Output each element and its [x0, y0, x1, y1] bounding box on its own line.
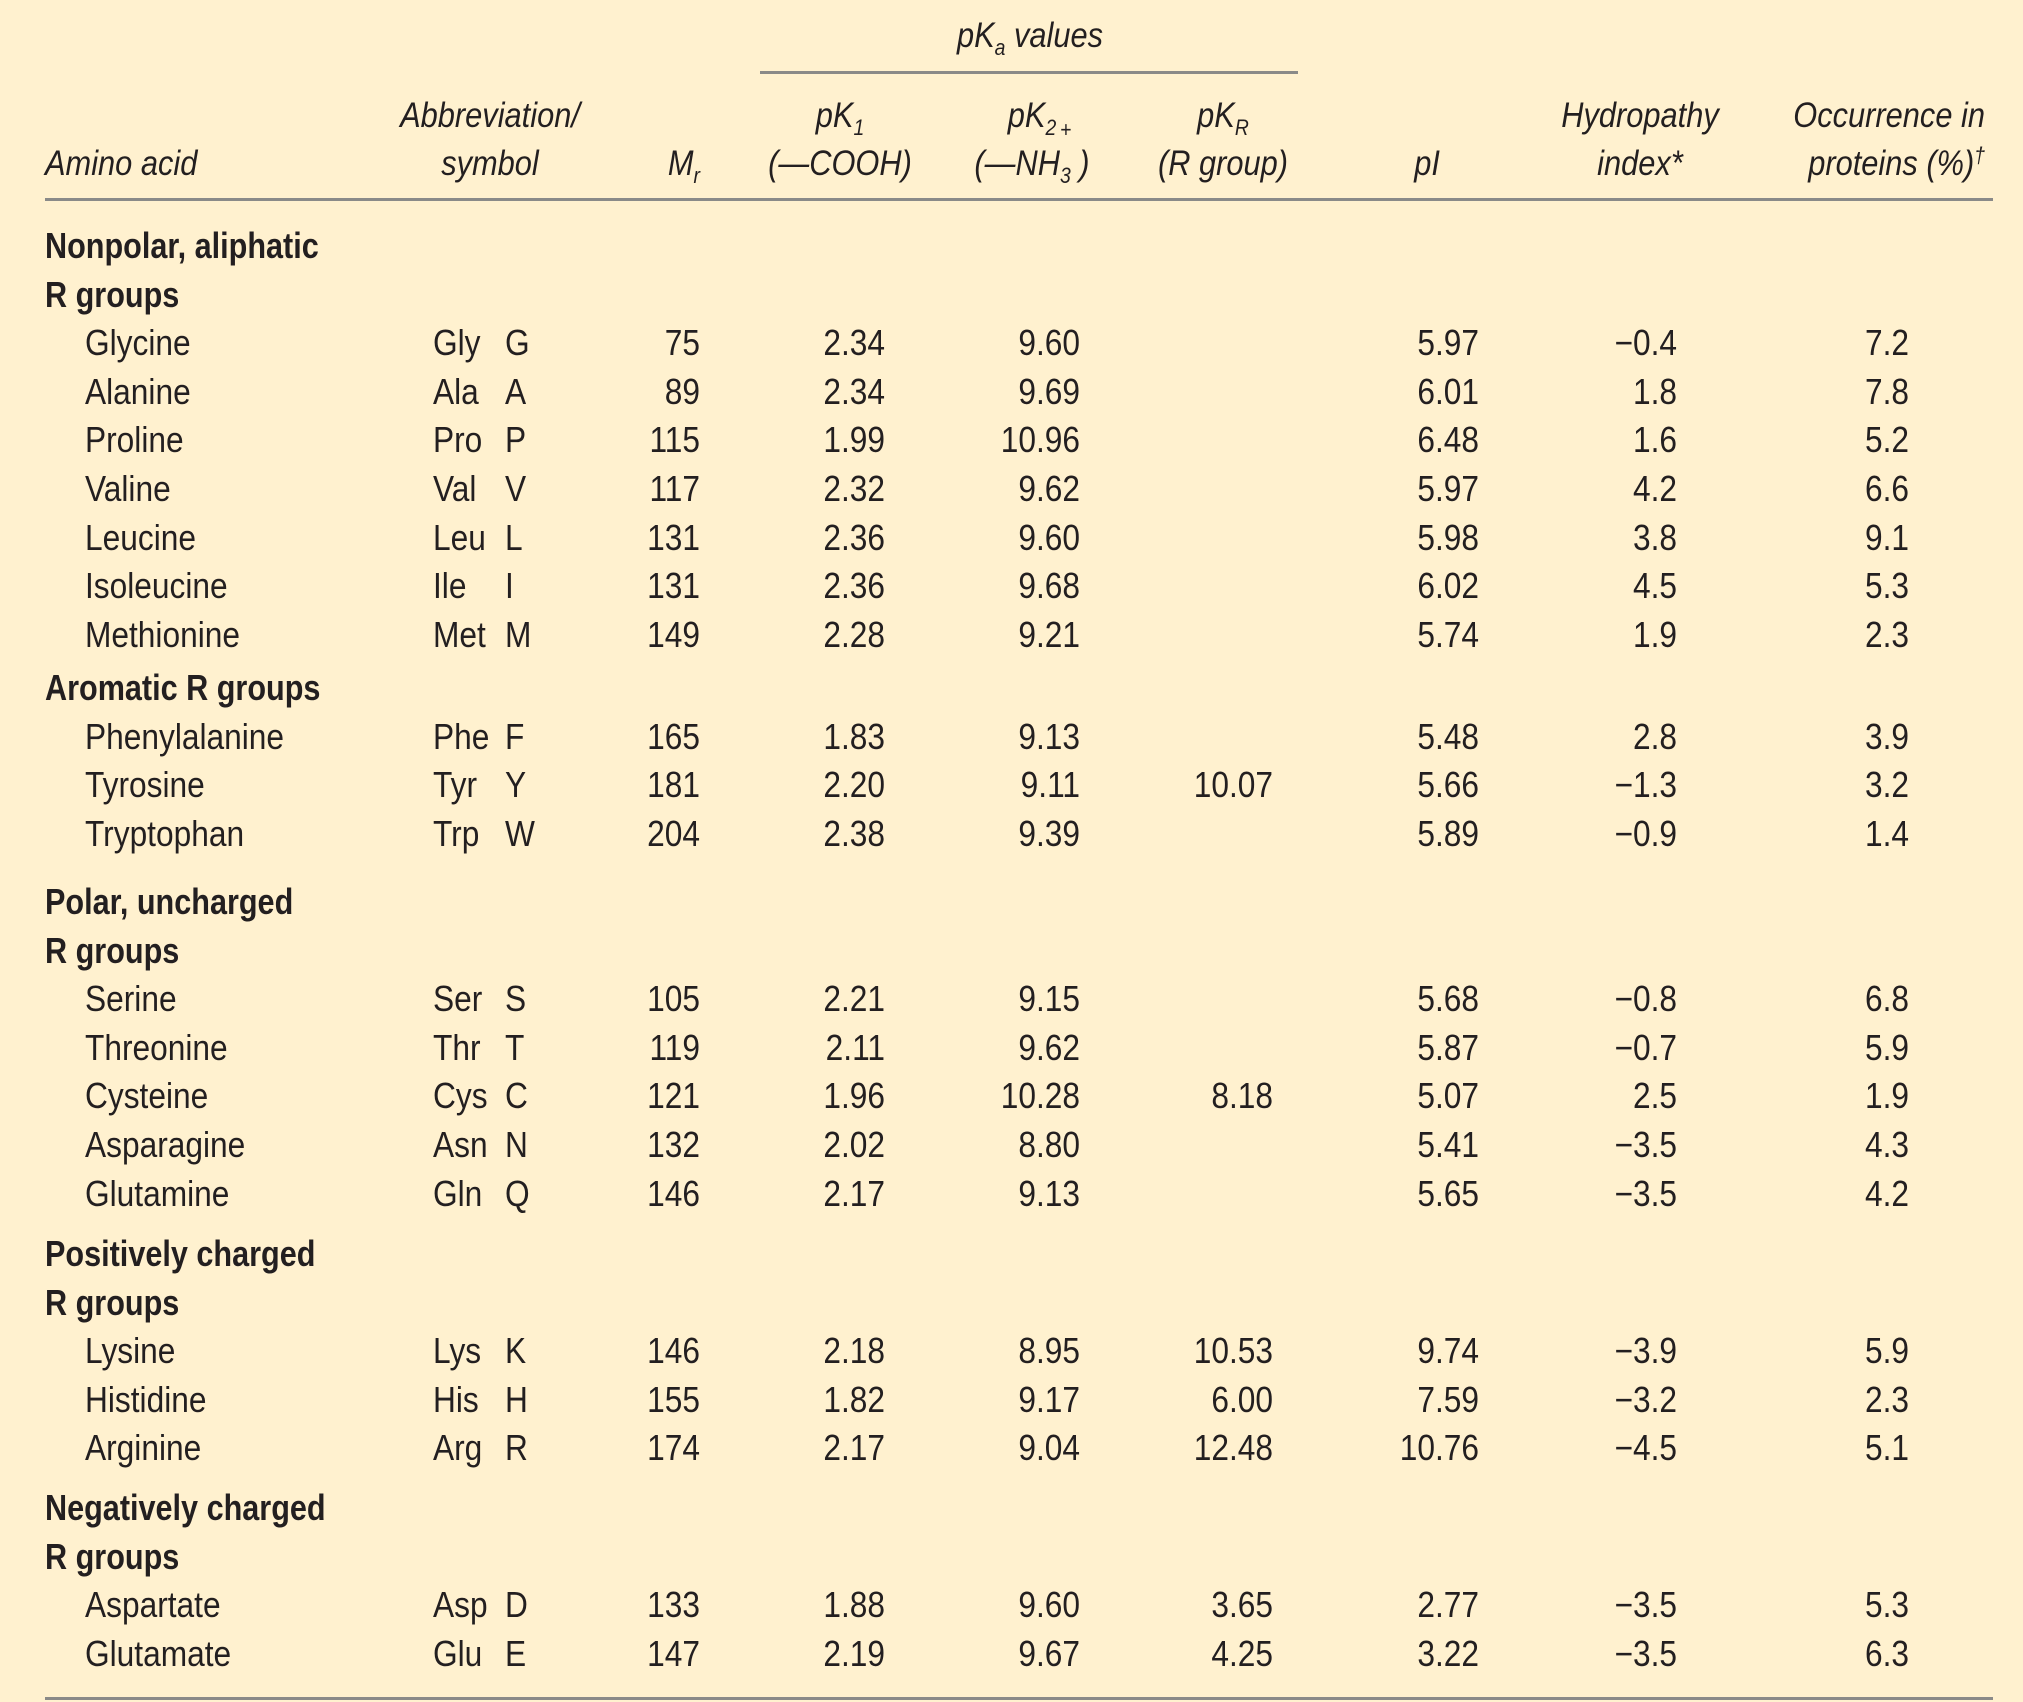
cell-occ: 1.4: [1864, 812, 1909, 854]
cell-pi: 3.22: [1417, 1632, 1479, 1674]
pka-header-rule: [760, 71, 1298, 74]
cell-sym: V: [505, 468, 527, 509]
cell-hydro: −3.2: [1614, 1378, 1677, 1420]
cell-hydro: −3.5: [1614, 1124, 1677, 1165]
cell-abbr: Cys: [433, 1075, 488, 1117]
cell-pk1: 1.82: [823, 1378, 885, 1420]
cell-pi: 6.01: [1417, 370, 1479, 412]
cell-name: Glutamine: [85, 1172, 230, 1214]
cell-pk1: 2.17: [823, 1172, 885, 1214]
cell-abbr: Asn: [433, 1124, 488, 1165]
group-heading: Aromatic R groups: [45, 667, 321, 708]
group-heading: Nonpolar, aliphatic: [45, 225, 319, 266]
cell-hydro: −3.9: [1614, 1330, 1677, 1372]
cell-pk2: 9.13: [1018, 715, 1080, 757]
cell-abbr: Glu: [433, 1632, 483, 1674]
cell-sym: S: [505, 978, 527, 1020]
cell-pkr: 4.25: [1211, 1632, 1273, 1674]
cell-pk1: 1.99: [823, 419, 885, 461]
header-occurrence: Occurrence in proteins (%)†: [1793, 96, 1985, 183]
cell-mr: 133: [647, 1584, 700, 1626]
cell-sym: A: [505, 370, 527, 412]
cell-name: Leucine: [85, 516, 196, 558]
cell-name: Threonine: [85, 1026, 228, 1068]
cell-mr: 119: [649, 1026, 700, 1068]
cell-pk2: 9.17: [1018, 1378, 1080, 1420]
cell-abbr: Leu: [433, 516, 486, 558]
cell-pi: 9.74: [1417, 1330, 1479, 1372]
cell-pk2: 9.11: [1020, 764, 1080, 806]
cell-mr: 155: [647, 1378, 700, 1420]
cell-mr: 121: [647, 1075, 700, 1117]
cell-hydro: 4.5: [1632, 565, 1677, 607]
cell-pk1: 2.11: [825, 1026, 885, 1068]
header-mr: $M_r$: [667, 144, 700, 188]
header-amino-acid: Amino acid: [45, 144, 198, 183]
header-hydropathy: Hydropathy index*: [1561, 96, 1719, 183]
cell-pi: 5.89: [1417, 812, 1479, 854]
cell-pk2: 9.39: [1018, 812, 1080, 854]
cell-pkr: 8.18: [1211, 1075, 1273, 1117]
cell-pkr: 12.48: [1193, 1427, 1273, 1469]
cell-occ: 7.8: [1864, 370, 1909, 412]
cell-mr: 174: [647, 1427, 700, 1469]
cell-mr: 165: [647, 715, 700, 757]
cell-mr: 131: [647, 565, 700, 607]
cell-pk1: 2.21: [823, 978, 885, 1020]
cell-occ: 4.3: [1864, 1124, 1909, 1165]
cell-occ: 3.2: [1864, 764, 1909, 806]
cell-mr: 115: [649, 419, 700, 461]
cell-hydro: 1.9: [1632, 613, 1677, 655]
cell-name: Serine: [85, 978, 177, 1020]
cell-sym: Y: [505, 764, 527, 806]
cell-abbr: Ile: [433, 565, 467, 607]
cell-mr: 204: [647, 812, 700, 854]
cell-hydro: −1.3: [1614, 764, 1677, 806]
cell-abbr: Val: [433, 468, 477, 509]
cell-sym: D: [505, 1584, 528, 1626]
cell-abbr: Arg: [433, 1427, 483, 1469]
cell-pk2: 9.62: [1018, 1026, 1080, 1068]
cell-pi: 6.48: [1417, 419, 1479, 461]
group-heading: R groups: [45, 929, 180, 971]
cell-pk2: 9.21: [1018, 613, 1080, 655]
group-heading: Negatively charged: [45, 1487, 326, 1528]
cell-occ: 7.2: [1864, 322, 1909, 364]
cell-name: Asparagine: [85, 1124, 246, 1165]
cell-occ: 2.3: [1864, 613, 1909, 655]
header-bottom-rule: [45, 198, 1993, 201]
cell-occ: 4.2: [1864, 1172, 1909, 1214]
cell-pi: 2.77: [1417, 1584, 1479, 1626]
cell-occ: 6.6: [1864, 468, 1909, 509]
cell-pk2: 9.60: [1018, 1584, 1080, 1626]
group-heading: Positively charged: [45, 1233, 316, 1274]
cell-abbr: Ala: [433, 370, 479, 412]
cell-abbr: Phe: [433, 715, 490, 757]
cell-pi: 5.87: [1417, 1026, 1479, 1068]
cell-sym: H: [505, 1378, 528, 1420]
cell-sym: F: [505, 715, 525, 757]
group-heading: R groups: [45, 1281, 180, 1323]
cell-hydro: 2.5: [1632, 1075, 1677, 1117]
cell-name: Lysine: [85, 1330, 176, 1372]
header-pk1: $pK_1$ (—COOH): [768, 96, 912, 183]
cell-hydro: −3.5: [1614, 1632, 1677, 1674]
cell-sym: Q: [505, 1172, 530, 1214]
cell-name: Methionine: [85, 613, 240, 655]
cell-occ: 6.8: [1864, 978, 1909, 1020]
cell-pi: 5.74: [1417, 613, 1479, 655]
cell-sym: C: [505, 1075, 528, 1117]
header-pk2: $pK_2$ ($—NH_3$ + ): [974, 96, 1090, 188]
cell-pk1: 2.38: [823, 812, 885, 854]
cell-pk2: 10.28: [1000, 1075, 1080, 1117]
cell-pi: 6.02: [1417, 565, 1479, 607]
cell-pk1: 1.88: [823, 1584, 885, 1626]
cell-name: Tryptophan: [85, 812, 245, 854]
cell-occ: 6.3: [1864, 1632, 1909, 1674]
cell-name: Arginine: [85, 1427, 202, 1469]
cell-abbr: Thr: [433, 1026, 481, 1068]
cell-pk1: 1.83: [823, 715, 885, 757]
cell-hydro: −0.9: [1614, 812, 1677, 854]
cell-pk1: 2.02: [823, 1124, 885, 1165]
cell-pk2: 9.60: [1018, 322, 1080, 364]
group-heading: Polar, uncharged: [45, 881, 294, 922]
table-bottom-rule: [45, 1697, 1993, 1700]
cell-mr: 132: [647, 1124, 700, 1165]
cell-pk1: 1.96: [823, 1075, 885, 1117]
cell-pi: 5.41: [1417, 1124, 1479, 1165]
cell-pk1: 2.32: [823, 468, 885, 509]
cell-abbr: Met: [433, 613, 486, 655]
cell-hydro: 1.6: [1632, 419, 1677, 461]
cell-pk1: 2.17: [823, 1427, 885, 1469]
cell-sym: M: [505, 613, 532, 655]
cell-pk2: 9.13: [1018, 1172, 1080, 1214]
cell-pi: 5.07: [1417, 1075, 1479, 1117]
cell-pi: 5.65: [1417, 1172, 1479, 1214]
cell-pk2: 9.68: [1018, 565, 1080, 607]
cell-abbr: Gly: [433, 322, 481, 364]
cell-pkr: 10.53: [1193, 1330, 1273, 1372]
cell-mr: 117: [649, 468, 700, 509]
cell-sym: G: [505, 322, 530, 364]
cell-pk2: 9.62: [1018, 468, 1080, 509]
cell-occ: 5.3: [1864, 565, 1909, 607]
cell-name: Glutamate: [85, 1632, 232, 1674]
cell-name: Glycine: [85, 322, 191, 364]
cell-occ: 1.9: [1864, 1075, 1909, 1117]
cell-pk1: 2.28: [823, 613, 885, 655]
cell-hydro: 4.2: [1632, 468, 1677, 509]
header-pkr: $pK_R$ (R group): [1157, 96, 1289, 183]
cell-pk1: 2.18: [823, 1330, 885, 1372]
cell-pi: 5.66: [1417, 764, 1479, 806]
cell-name: Alanine: [85, 370, 191, 412]
cell-hydro: −0.7: [1614, 1026, 1677, 1068]
cell-pk2: 9.69: [1018, 370, 1080, 412]
cell-pi: 5.48: [1417, 715, 1479, 757]
cell-hydro: 1.8: [1632, 370, 1677, 412]
cell-sym: N: [505, 1124, 528, 1165]
cell-mr: 105: [647, 978, 700, 1020]
cell-sym: W: [505, 812, 535, 854]
cell-occ: 5.1: [1864, 1427, 1909, 1469]
cell-mr: 146: [647, 1172, 700, 1214]
cell-pk2: 10.96: [1000, 419, 1080, 461]
header-abbreviation: Abbreviation/ symbol: [400, 96, 580, 183]
cell-abbr: Tyr: [433, 764, 477, 806]
header-pi: pI: [1414, 144, 1440, 183]
cell-pi: 10.76: [1399, 1427, 1479, 1469]
cell-pkr: 6.00: [1211, 1378, 1273, 1420]
cell-pk2: 8.80: [1018, 1124, 1080, 1165]
cell-abbr: Asp: [433, 1584, 488, 1626]
cell-occ: 3.9: [1864, 715, 1909, 757]
cell-name: Histidine: [85, 1378, 207, 1420]
cell-name: Aspartate: [85, 1584, 221, 1626]
cell-mr: 147: [647, 1632, 700, 1674]
cell-hydro: 2.8: [1632, 715, 1677, 757]
cell-abbr: Pro: [433, 419, 483, 461]
cell-name: Tyrosine: [85, 764, 205, 806]
cell-pk2: 9.04: [1018, 1427, 1080, 1469]
cell-hydro: 3.8: [1632, 516, 1677, 558]
cell-mr: 149: [647, 613, 700, 655]
cell-name: Cysteine: [85, 1075, 209, 1117]
cell-sym: R: [505, 1427, 528, 1469]
cell-mr: 89: [664, 370, 700, 412]
cell-hydro: −0.8: [1614, 978, 1677, 1020]
cell-name: Phenylalanine: [85, 715, 285, 757]
cell-pi: 5.97: [1417, 468, 1479, 509]
cell-sym: L: [505, 516, 523, 558]
cell-pk2: 9.60: [1018, 516, 1080, 558]
cell-abbr: Gln: [433, 1172, 483, 1214]
cell-sym: P: [505, 419, 527, 461]
cell-pi: 7.59: [1417, 1378, 1479, 1420]
cell-pk1: 2.36: [823, 516, 885, 558]
cell-occ: 5.3: [1864, 1584, 1909, 1626]
cell-occ: 5.2: [1864, 419, 1909, 461]
cell-occ: 2.3: [1864, 1378, 1909, 1420]
cell-hydro: −0.4: [1614, 322, 1677, 364]
cell-mr: 75: [664, 322, 700, 364]
cell-abbr: Trp: [433, 812, 480, 854]
cell-pk2: 9.15: [1018, 978, 1080, 1020]
cell-abbr: Lys: [433, 1330, 482, 1372]
cell-name: Isoleucine: [85, 565, 228, 607]
cell-pi: 5.68: [1417, 978, 1479, 1020]
cell-mr: 131: [647, 516, 700, 558]
cell-pk1: 2.19: [823, 1632, 885, 1674]
pka-values-header: $pK_a$ values: [956, 16, 1104, 60]
cell-pk1: 2.20: [823, 764, 885, 806]
cell-pkr: 3.65: [1211, 1584, 1273, 1626]
cell-sym: K: [505, 1330, 527, 1372]
group-heading: R groups: [45, 1535, 180, 1577]
cell-sym: E: [505, 1632, 527, 1674]
cell-sym: I: [505, 565, 514, 607]
cell-abbr: Ser: [433, 978, 483, 1020]
cell-pk1: 2.36: [823, 565, 885, 607]
cell-name: Valine: [85, 468, 171, 509]
cell-pi: 5.98: [1417, 516, 1479, 558]
cell-pi: 5.97: [1417, 322, 1479, 364]
cell-pk2: 8.95: [1018, 1330, 1080, 1372]
cell-pk1: 2.34: [823, 370, 885, 412]
cell-name: Proline: [85, 419, 184, 461]
cell-occ: 5.9: [1864, 1330, 1909, 1372]
cell-hydro: −4.5: [1614, 1427, 1677, 1469]
cell-pk2: 9.67: [1018, 1632, 1080, 1674]
cell-hydro: −3.5: [1614, 1584, 1677, 1626]
cell-pk1: 2.34: [823, 322, 885, 364]
cell-occ: 5.9: [1864, 1026, 1909, 1068]
cell-hydro: −3.5: [1614, 1172, 1677, 1214]
cell-abbr: His: [433, 1378, 479, 1420]
cell-mr: 181: [647, 764, 700, 806]
group-heading: R groups: [45, 273, 180, 315]
cell-occ: 9.1: [1864, 516, 1909, 558]
cell-sym: T: [505, 1026, 525, 1068]
cell-pkr: 10.07: [1193, 764, 1273, 806]
cell-mr: 146: [647, 1330, 700, 1372]
